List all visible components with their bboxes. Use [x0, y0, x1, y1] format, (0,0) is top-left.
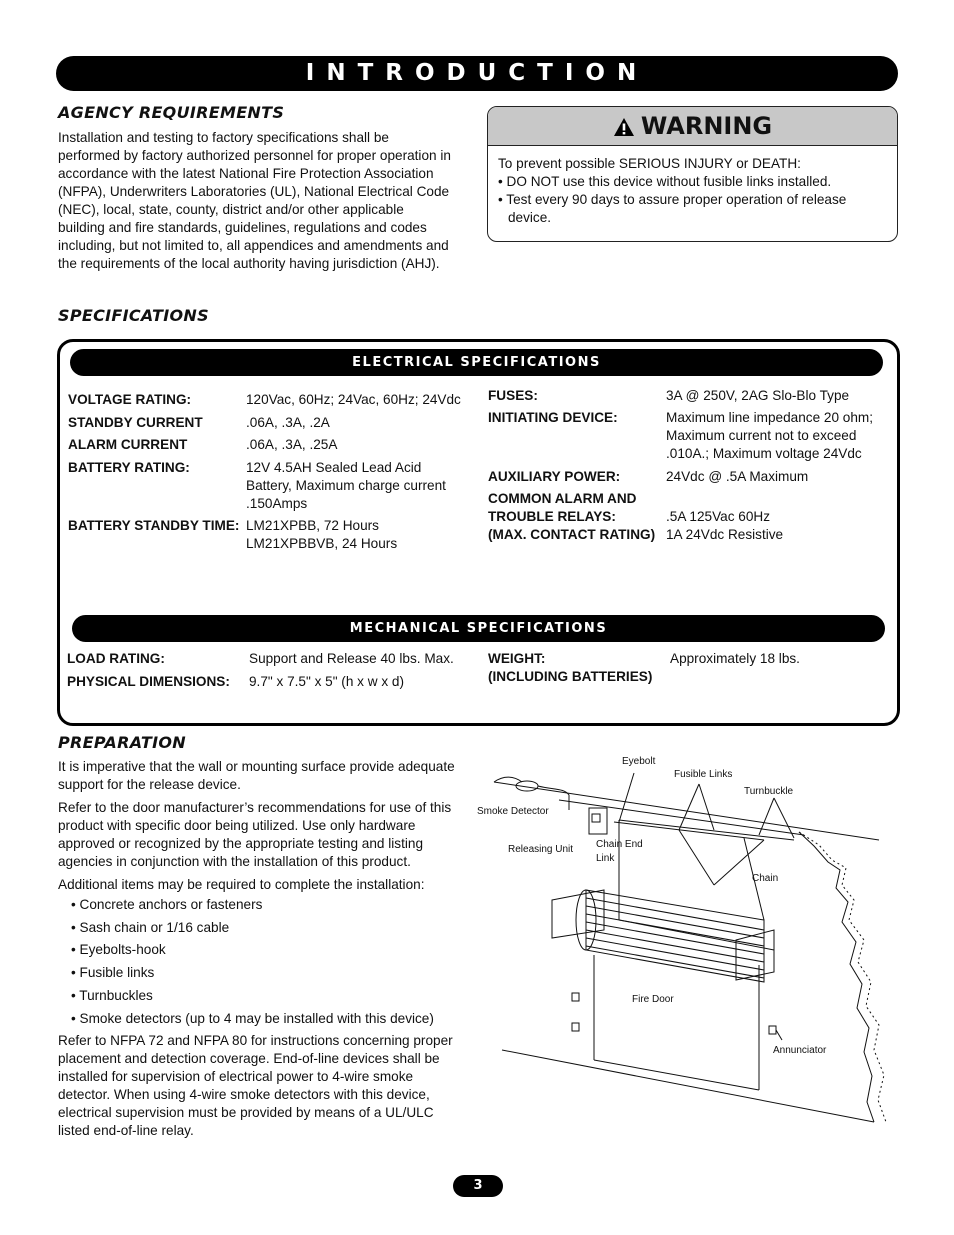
battery-value-line: 12V 4.5AH Sealed Lead Acid: [246, 460, 422, 475]
agency-line: performed by factory authorized personnel for proper operation in: [58, 148, 451, 163]
agency-line: building and fire standards, guidelines, regulations and codes: [58, 220, 427, 235]
fuses-value: 3A @ 250V, 2AG Slo-Blo Type: [666, 388, 850, 403]
dimensions-label: PHYSICAL DIMENSIONS:: [67, 674, 230, 689]
label-chain-end-link: Link: [596, 853, 615, 864]
relay-label-line: (MAX. CONTACT RATING): [488, 527, 656, 542]
preparation-paragraph: Refer to the door manufacturer’s recommendations for use of this product with specific door being utilized. Use only hardware approved or recognized by the appropriate testing and listing agencies in conjunction with the installation of this product.: [58, 800, 452, 869]
battery-time-line: LM21XPBBVB, 24 Hours: [246, 536, 398, 551]
list-item: • Smoke detectors (up to 4 may be installed with this device): [71, 1010, 434, 1026]
relay-label-line: COMMON ALARM AND: [488, 491, 637, 506]
list-item: • Fusible links: [71, 965, 155, 981]
voltage-value: 120Vac, 60Hz; 24Vac, 60Hz; 24Vdc: [246, 392, 461, 407]
relay-label-line: TROUBLE RELAYS:: [488, 509, 616, 524]
aux-power-label: AUXILIARY POWER:: [488, 469, 621, 484]
warning-box: [487, 106, 898, 242]
mechanical-specs-title: MECHANICAL SPECIFICATIONS: [72, 615, 885, 642]
warning-intro: To prevent possible SERIOUS INJURY or DEATH:: [498, 156, 801, 171]
preparation-heading: PREPARATION: [58, 733, 186, 752]
battery-time-value: [246, 517, 397, 553]
electrical-specs-title: ELECTRICAL SPECIFICATIONS: [70, 349, 883, 376]
relay-label: [488, 490, 655, 544]
agency-line: (NFPA), Underwriters Laboratories (UL), National Electrical Code: [58, 184, 450, 199]
label-smoke-detector: Smoke Detector: [477, 806, 549, 817]
weight-label-line: WEIGHT:: [488, 651, 546, 666]
label-chain-end: Chain End: [596, 839, 643, 850]
load-label: LOAD RATING:: [67, 651, 165, 666]
load-value: Support and Release 40 lbs. Max.: [249, 651, 454, 666]
agency-line: accordance with the latest National Fire Protection Association: [58, 166, 434, 181]
label-annunciator: Annunciator: [773, 1045, 827, 1056]
label-eyebolt: Eyebolt: [622, 756, 656, 767]
alarm-label: ALARM CURRENT: [68, 437, 188, 452]
voltage-label: VOLTAGE RATING:: [68, 392, 192, 407]
list-item: • Turnbuckles: [71, 987, 153, 1003]
list-item: • Sash chain or 1/16 cable: [71, 919, 230, 935]
battery-time-label: BATTERY STANDBY TIME:: [68, 518, 240, 533]
label-fusible-links: Fusible Links: [674, 769, 733, 780]
label-fire-door: Fire Door: [632, 994, 674, 1005]
warning-body: [488, 146, 897, 235]
warning-bullet: • Test every 90 days to assure proper operation of release device.: [498, 192, 847, 225]
page-banner: INTRODUCTION: [56, 56, 898, 91]
list-item: • Concrete anchors or fasteners: [71, 897, 263, 912]
battery-value-line: .150Amps: [246, 496, 308, 511]
dimensions-value: 9.7" x 7.5" x 5" (h x w x d): [249, 674, 405, 689]
warning-bullet: • DO NOT use this device without fusible links installed.: [498, 174, 832, 189]
initiating-value-line: Maximum current not to exceed: [666, 428, 857, 443]
initiating-value: [666, 409, 873, 463]
label-releasing-unit: Releasing Unit: [508, 844, 574, 855]
standby-label: STANDBY CURRENT: [68, 415, 203, 430]
installation-diagram: [474, 750, 898, 1130]
aux-power-value: 24Vdc @ .5A Maximum: [666, 469, 809, 484]
agency-heading: AGENCY REQUIREMENTS: [58, 103, 285, 122]
warning-header: [488, 107, 897, 146]
fuses-label: FUSES:: [488, 388, 538, 403]
preparation-paragraph: It is imperative that the wall or mounting surface provide adequate support for the release device.: [58, 759, 455, 792]
weight-value: Approximately 18 lbs.: [670, 651, 800, 666]
relay-value-line: .5A 125Vac 60Hz: [666, 509, 771, 524]
weight-label: [488, 650, 652, 686]
warning-triangle-icon: [613, 117, 635, 137]
relay-value: [666, 508, 783, 544]
warning-title: WARNING: [640, 112, 773, 140]
specifications-heading: SPECIFICATIONS: [58, 306, 209, 325]
battery-label: BATTERY RATING:: [68, 460, 190, 475]
label-chain: Chain: [752, 873, 779, 884]
standby-value: .06A, .3A, .2A: [246, 415, 330, 430]
battery-time-line: LM21XPBB, 72 Hours: [246, 518, 379, 533]
page-number: 3: [453, 1175, 503, 1197]
preparation-paragraph: Refer to NFPA 72 and NFPA 80 for instructions concerning proper placement and detection coverage. End-of-line devices shall be installed for supervision of electrical power to 4-wire smoke detector. When using 4-wire smoke detectors with this device, electrical supervision must be provided by means of a UL/ULC listed end-of-line relay.: [58, 1033, 453, 1139]
agency-line: the requirements of the local authority having jurisdiction (AHJ).: [58, 256, 440, 271]
agency-line: including, but not limited to, all appendices and amendments and: [58, 238, 449, 253]
preparation-paragraph: Additional items may be required to complete the installation:: [58, 877, 425, 892]
preparation-body: [58, 758, 468, 1145]
initiating-label: INITIATING DEVICE:: [488, 410, 618, 425]
initiating-value-line: .010A.; Maximum voltage 24Vdc: [666, 446, 862, 461]
initiating-value-line: Maximum line impedance 20 ohm;: [666, 410, 874, 425]
list-item: • Eyebolts-hook: [71, 942, 166, 958]
label-turnbuckle: Turnbuckle: [744, 786, 794, 797]
agency-line: Installation and testing to factory specifications shall be: [58, 130, 389, 145]
battery-value: [246, 459, 446, 513]
agency-line: (NEC), local, state, county, district and/or other applicable: [58, 202, 404, 217]
battery-value-line: Battery, Maximum charge current: [246, 478, 446, 493]
alarm-value: .06A, .3A, .25A: [246, 437, 338, 452]
relay-value-line: 1A 24Vdc Resistive: [666, 527, 784, 542]
agency-paragraph: [58, 129, 478, 273]
weight-label-line: (INCLUDING BATTERIES): [488, 669, 653, 684]
items-list: [58, 894, 468, 1030]
